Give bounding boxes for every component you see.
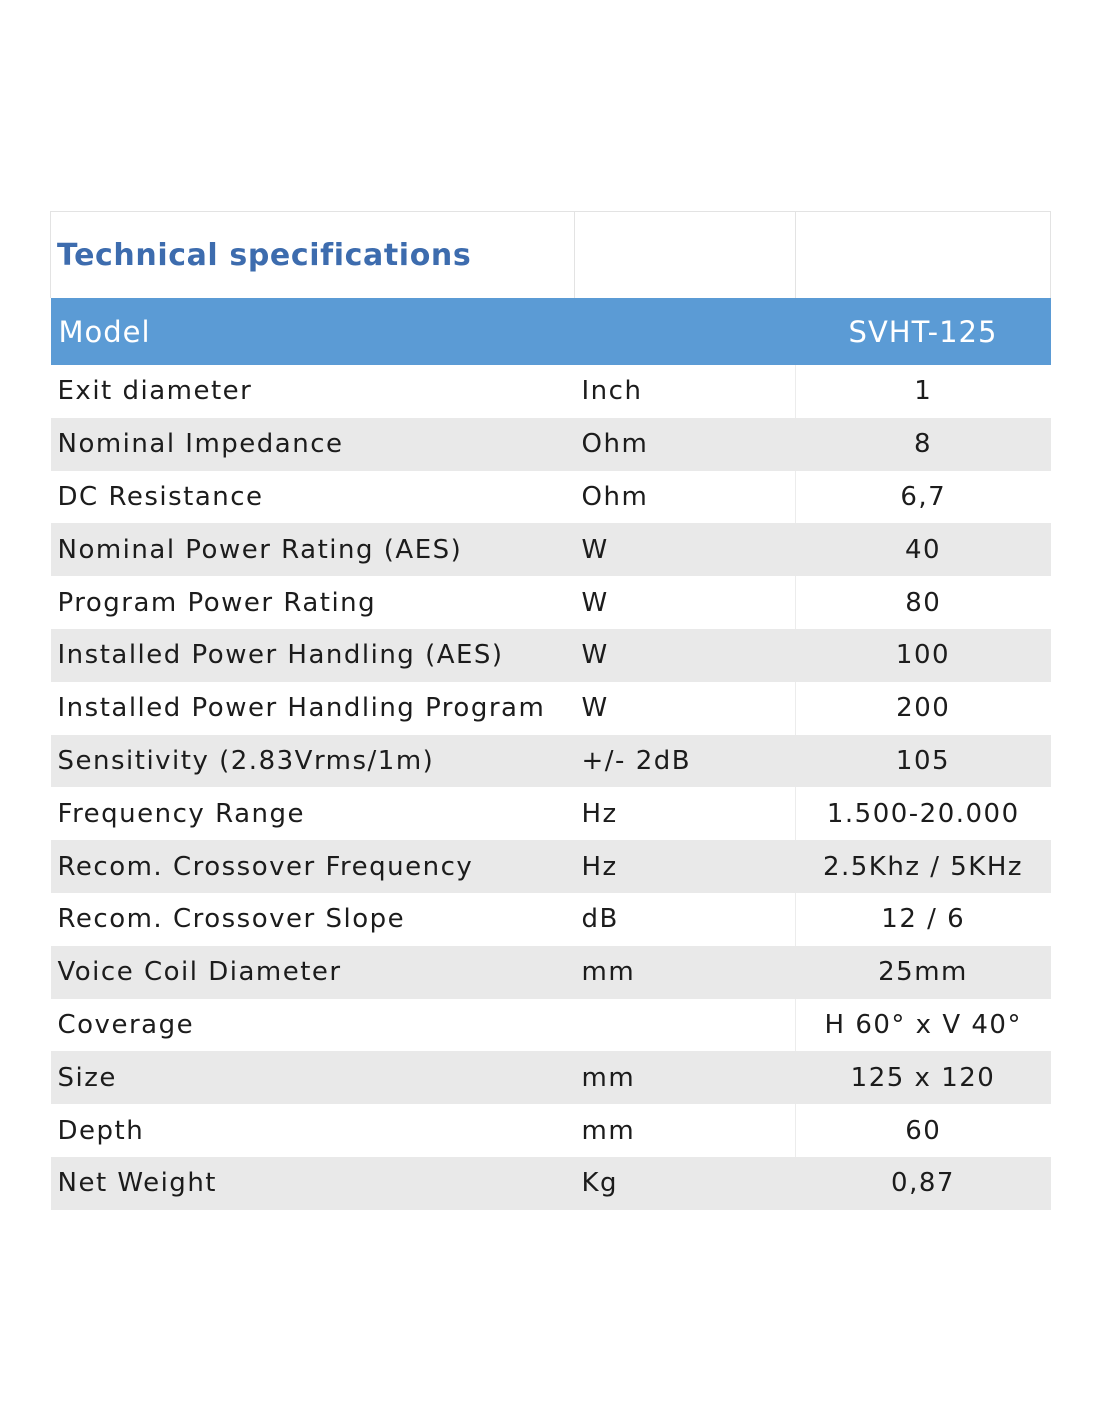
spec-unit: W [575, 576, 796, 629]
spec-value: 105 [796, 735, 1051, 788]
spec-label: Recom. Crossover Slope [51, 893, 575, 946]
table-row [51, 946, 1051, 999]
spec-label: Exit diameter [51, 365, 575, 418]
spec-unit: +/- 2dB [575, 735, 796, 788]
spec-value: 0,87 [796, 1157, 1051, 1210]
spec-label: Coverage [51, 999, 575, 1052]
spec-value: 60 [796, 1104, 1051, 1157]
title-empty-cell [575, 212, 796, 299]
model-value: SVHT-125 [796, 298, 1051, 365]
spec-value: 2.5Khz / 5KHz [796, 840, 1051, 893]
spec-unit: mm [575, 1051, 796, 1104]
spec-value: 8 [796, 418, 1051, 471]
table-row [51, 629, 1051, 682]
spec-unit: mm [575, 1104, 796, 1157]
spec-unit: Ohm [575, 471, 796, 524]
spec-value: 25mm [796, 946, 1051, 999]
table-row [51, 735, 1051, 788]
spec-label: Size [51, 1051, 575, 1104]
spec-unit: Hz [575, 840, 796, 893]
table-row [51, 840, 1051, 893]
spec-label: DC Resistance [51, 471, 575, 524]
spec-value: 200 [796, 682, 1051, 735]
spec-unit: mm [575, 946, 796, 999]
header-row [51, 298, 1051, 365]
spec-value: H 60° x V 40° [796, 999, 1051, 1052]
table-row [51, 1104, 1051, 1157]
spec-label: Net Weight [51, 1157, 575, 1210]
spec-value: 1 [796, 365, 1051, 418]
spec-value: 12 / 6 [796, 893, 1051, 946]
spec-unit: Hz [575, 787, 796, 840]
spec-value: 80 [796, 576, 1051, 629]
spec-value: 125 x 120 [796, 1051, 1051, 1104]
model-unit [575, 298, 796, 365]
table-row [51, 576, 1051, 629]
spec-label: Program Power Rating [51, 576, 575, 629]
spec-value: 6,7 [796, 471, 1051, 524]
title-row [51, 212, 1051, 299]
spec-unit: Kg [575, 1157, 796, 1210]
table-row [51, 787, 1051, 840]
spec-value: 1.500-20.000 [796, 787, 1051, 840]
spec-label: Installed Power Handling Program [51, 682, 575, 735]
spec-unit: Ohm [575, 418, 796, 471]
table-row [51, 1157, 1051, 1210]
spec-label: Nominal Power Rating (AES) [51, 523, 575, 576]
spec-label: Voice Coil Diameter [51, 946, 575, 999]
page-title: Technical specifications [51, 212, 575, 299]
spec-table [50, 211, 1051, 1210]
table-row [51, 682, 1051, 735]
spec-value: 100 [796, 629, 1051, 682]
table-row [51, 365, 1051, 418]
table-row [51, 1051, 1051, 1104]
spec-unit [575, 999, 796, 1052]
table-row [51, 893, 1051, 946]
spec-unit: Inch [575, 365, 796, 418]
table-row [51, 523, 1051, 576]
spec-label: Frequency Range [51, 787, 575, 840]
table-row [51, 999, 1051, 1052]
spec-label: Nominal Impedance [51, 418, 575, 471]
spec-unit: W [575, 629, 796, 682]
spec-label: Installed Power Handling (AES) [51, 629, 575, 682]
spec-value: 40 [796, 523, 1051, 576]
spec-unit: W [575, 523, 796, 576]
table-row [51, 418, 1051, 471]
title-empty-cell [796, 212, 1051, 299]
spec-label: Sensitivity (2.83Vrms/1m) [51, 735, 575, 788]
spec-unit: W [575, 682, 796, 735]
spec-label: Depth [51, 1104, 575, 1157]
spec-label: Recom. Crossover Frequency [51, 840, 575, 893]
table-row [51, 471, 1051, 524]
model-label: Model [51, 298, 575, 365]
spec-unit: dB [575, 893, 796, 946]
